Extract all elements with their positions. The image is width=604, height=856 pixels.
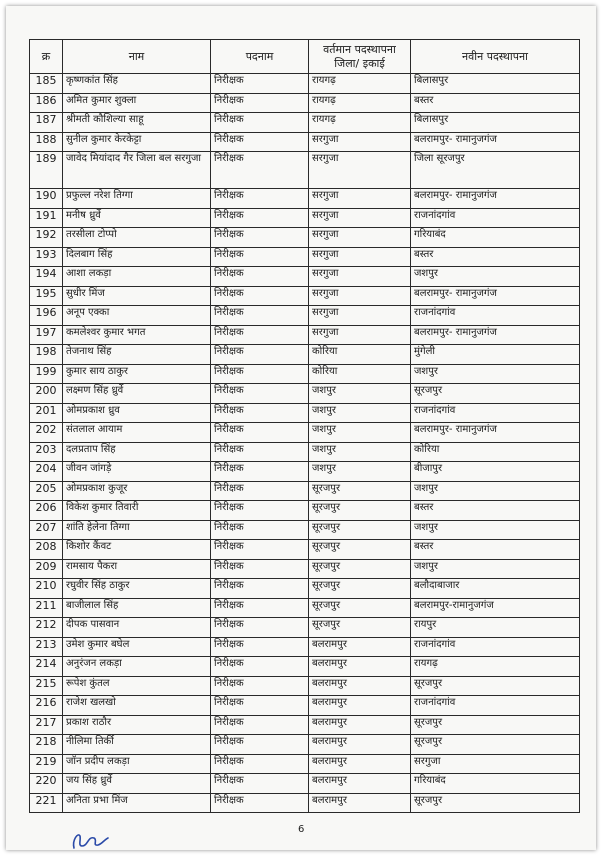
cell-name: जॉन प्रदीप लकड़ा	[63, 754, 211, 774]
cell-designation: निरीक्षक	[211, 520, 309, 540]
cell-current-posting: सरगुजा	[309, 228, 411, 248]
cell-name: अनूप एक्का	[63, 306, 211, 326]
cell-designation: निरीक्षक	[211, 403, 309, 423]
cell-new-posting: जिला सूरजपुर	[411, 152, 580, 189]
cell-designation: निरीक्षक	[211, 618, 309, 638]
cell-new-posting: राजनांदगांव	[411, 403, 580, 423]
cell-designation: निरीक्षक	[211, 74, 309, 94]
header-name: नाम	[63, 40, 211, 74]
header-new-posting: नवीन पदस्थापना	[411, 40, 580, 74]
cell-designation: निरीक्षक	[211, 735, 309, 755]
table-row	[30, 403, 580, 423]
table-body	[30, 74, 580, 813]
cell-name: तरसीला टोप्पो	[63, 228, 211, 248]
cell-current-posting: बलरामपुर	[309, 774, 411, 794]
cell-designation: निरीक्षक	[211, 696, 309, 716]
cell-serial: 220	[30, 774, 63, 794]
cell-designation: निरीक्षक	[211, 267, 309, 287]
cell-new-posting: जशपुर	[411, 559, 580, 579]
cell-name: उमेश कुमार बघेल	[63, 637, 211, 657]
cell-serial: 188	[30, 132, 63, 152]
cell-serial: 217	[30, 715, 63, 735]
cell-serial: 210	[30, 579, 63, 599]
cell-designation: निरीक्षक	[211, 754, 309, 774]
cell-serial: 200	[30, 384, 63, 404]
cell-designation: निरीक्षक	[211, 657, 309, 677]
cell-current-posting: बलरामपुर	[309, 735, 411, 755]
cell-current-posting: सरगुजा	[309, 247, 411, 267]
cell-serial: 197	[30, 325, 63, 345]
table-row	[30, 696, 580, 716]
cell-designation: निरीक्षक	[211, 113, 309, 133]
signature-initials	[68, 826, 112, 852]
cell-name: प्रफुल्ल नरेश तिग्गा	[63, 189, 211, 209]
cell-current-posting: बलरामपुर	[309, 657, 411, 677]
cell-new-posting: बीजापुर	[411, 462, 580, 482]
cell-new-posting: सरगुजा	[411, 754, 580, 774]
table-row	[30, 74, 580, 94]
cell-serial: 191	[30, 208, 63, 228]
cell-name: दलप्रताप सिंह	[63, 442, 211, 462]
cell-name: मनीष ध्रुर्वे	[63, 208, 211, 228]
cell-current-posting: बलरामपुर	[309, 793, 411, 813]
cell-designation: निरीक्षक	[211, 559, 309, 579]
cell-name: कमलेश्वर कुमार भगत	[63, 325, 211, 345]
cell-serial: 199	[30, 364, 63, 384]
cell-current-posting: कोरिया	[309, 345, 411, 365]
cell-new-posting: बलरामपुर- रामानुजगंज	[411, 325, 580, 345]
cell-name: बाजीलाल सिंह	[63, 598, 211, 618]
cell-serial: 215	[30, 676, 63, 696]
cell-name: शांति हेलेना तिग्गा	[63, 520, 211, 540]
table-row	[30, 208, 580, 228]
cell-name: नीलिमा तिर्की	[63, 735, 211, 755]
header-row	[30, 40, 580, 74]
cell-name: लक्ष्मण सिंह ध्रुर्वे	[63, 384, 211, 404]
cell-designation: निरीक्षक	[211, 598, 309, 618]
table-row	[30, 345, 580, 365]
cell-current-posting: कोरिया	[309, 364, 411, 384]
table-row	[30, 189, 580, 209]
cell-name: सुनील कुमार केरकेट्टा	[63, 132, 211, 152]
table-row	[30, 286, 580, 306]
cell-name: अनुरंजन लकड़ा	[63, 657, 211, 677]
cell-current-posting: सूरजपुर	[309, 598, 411, 618]
cell-designation: निरीक्षक	[211, 93, 309, 113]
cell-serial: 214	[30, 657, 63, 677]
cell-current-posting: रायगढ़	[309, 74, 411, 94]
cell-designation: निरीक्षक	[211, 793, 309, 813]
cell-new-posting: राजनांदगांव	[411, 208, 580, 228]
cell-serial: 196	[30, 306, 63, 326]
cell-serial: 209	[30, 559, 63, 579]
cell-designation: निरीक्षक	[211, 637, 309, 657]
cell-name: संतलाल आयाम	[63, 423, 211, 443]
table-row	[30, 306, 580, 326]
table-row	[30, 793, 580, 813]
cell-designation: निरीक्षक	[211, 208, 309, 228]
header-serial: क्र	[30, 40, 63, 74]
cell-new-posting: रायपुर	[411, 618, 580, 638]
cell-designation: निरीक्षक	[211, 228, 309, 248]
cell-new-posting: रायगढ़	[411, 657, 580, 677]
cell-name: प्रकाश राठौर	[63, 715, 211, 735]
cell-serial: 218	[30, 735, 63, 755]
cell-current-posting: बलरामपुर	[309, 676, 411, 696]
cell-serial: 192	[30, 228, 63, 248]
cell-current-posting: सूरजपुर	[309, 501, 411, 521]
cell-designation: निरीक्षक	[211, 676, 309, 696]
cell-new-posting: बलरामपुर- रामानुजगंज	[411, 423, 580, 443]
cell-current-posting: सूरजपुर	[309, 540, 411, 560]
cell-designation: निरीक्षक	[211, 306, 309, 326]
table-row	[30, 754, 580, 774]
cell-name: किशोर कैंवट	[63, 540, 211, 560]
cell-serial: 195	[30, 286, 63, 306]
header-current-posting: वर्तमान पदस्थापना जिला/ इकाई	[309, 40, 411, 74]
cell-name: दीपक पासवान	[63, 618, 211, 638]
table-row	[30, 501, 580, 521]
cell-current-posting: जशपुर	[309, 423, 411, 443]
cell-serial: 207	[30, 520, 63, 540]
cell-serial: 205	[30, 481, 63, 501]
cell-name: रामसाय पैकरा	[63, 559, 211, 579]
cell-new-posting: राजनांदगांव	[411, 637, 580, 657]
cell-serial: 193	[30, 247, 63, 267]
cell-current-posting: सूरजपुर	[309, 481, 411, 501]
cell-serial: 219	[30, 754, 63, 774]
table-row	[30, 442, 580, 462]
cell-current-posting: जशपुर	[309, 462, 411, 482]
cell-current-posting: सरगुजा	[309, 132, 411, 152]
cell-new-posting: बस्तर	[411, 501, 580, 521]
cell-new-posting: जशपुर	[411, 520, 580, 540]
cell-new-posting: सूरजपुर	[411, 735, 580, 755]
cell-designation: निरीक्षक	[211, 481, 309, 501]
table-row	[30, 540, 580, 560]
cell-serial: 213	[30, 637, 63, 657]
cell-new-posting: जशपुर	[411, 481, 580, 501]
cell-new-posting: गरियाबंद	[411, 228, 580, 248]
cell-designation: निरीक्षक	[211, 286, 309, 306]
cell-current-posting: सूरजपुर	[309, 618, 411, 638]
cell-designation: निरीक्षक	[211, 501, 309, 521]
cell-current-posting: सूरजपुर	[309, 520, 411, 540]
cell-current-posting: बलरामपुर	[309, 754, 411, 774]
cell-serial: 204	[30, 462, 63, 482]
cell-serial: 198	[30, 345, 63, 365]
cell-new-posting: जशपुर	[411, 364, 580, 384]
cell-name: कृष्णकांत सिंह	[63, 74, 211, 94]
cell-serial: 186	[30, 93, 63, 113]
header-designation: पदनाम	[211, 40, 309, 74]
table-row	[30, 559, 580, 579]
cell-new-posting: बलरामपुर- रामानुजगंज	[411, 286, 580, 306]
cell-current-posting: सरगुजा	[309, 286, 411, 306]
cell-serial: 212	[30, 618, 63, 638]
cell-name: जय सिंह ध्रुर्वे	[63, 774, 211, 794]
cell-new-posting: बिलासपुर	[411, 74, 580, 94]
table-row	[30, 657, 580, 677]
cell-name: रूपेश कुंतल	[63, 676, 211, 696]
cell-new-posting: बस्तर	[411, 247, 580, 267]
cell-name: कुमार साय ठाकुर	[63, 364, 211, 384]
cell-current-posting: सरगुजा	[309, 325, 411, 345]
table-row	[30, 715, 580, 735]
cell-current-posting: सरगुजा	[309, 152, 411, 189]
table-row	[30, 113, 580, 133]
table-row	[30, 423, 580, 443]
cell-designation: निरीक्षक	[211, 345, 309, 365]
table-row	[30, 579, 580, 599]
cell-new-posting: बलरामपुर-रामानुजगंज	[411, 598, 580, 618]
cell-designation: निरीक्षक	[211, 132, 309, 152]
cell-serial: 216	[30, 696, 63, 716]
table-row	[30, 520, 580, 540]
table-row	[30, 364, 580, 384]
cell-new-posting: राजनांदगांव	[411, 306, 580, 326]
cell-new-posting: गरियाबंद	[411, 774, 580, 794]
cell-new-posting: कोरिया	[411, 442, 580, 462]
cell-new-posting: सूरजपुर	[411, 793, 580, 813]
cell-designation: निरीक्षक	[211, 189, 309, 209]
cell-serial: 203	[30, 442, 63, 462]
cell-current-posting: रायगढ़	[309, 113, 411, 133]
cell-name: रघुवीर सिंह ठाकुर	[63, 579, 211, 599]
cell-designation: निरीक्षक	[211, 462, 309, 482]
cell-name: आशा लकड़ा	[63, 267, 211, 287]
cell-designation: निरीक्षक	[211, 247, 309, 267]
cell-serial: 185	[30, 74, 63, 94]
cell-name: अनिता प्रभा मिंज	[63, 793, 211, 813]
cell-name: जीवन जांगड़े	[63, 462, 211, 482]
cell-current-posting: सूरजपुर	[309, 559, 411, 579]
cell-designation: निरीक्षक	[211, 774, 309, 794]
table-row	[30, 676, 580, 696]
table-row	[30, 247, 580, 267]
cell-name: जावेद मियांदाद गैर जिला बल सरगुजा	[63, 152, 211, 189]
table-row	[30, 618, 580, 638]
cell-new-posting: बलरामपुर- रामानुजगंज	[411, 189, 580, 209]
cell-new-posting: राजनांदगांव	[411, 696, 580, 716]
cell-designation: निरीक्षक	[211, 715, 309, 735]
cell-new-posting: सूरजपुर	[411, 384, 580, 404]
cell-designation: निरीक्षक	[211, 384, 309, 404]
table-row	[30, 152, 580, 189]
cell-serial: 202	[30, 423, 63, 443]
table-row	[30, 462, 580, 482]
table-row	[30, 637, 580, 657]
cell-designation: निरीक्षक	[211, 579, 309, 599]
cell-designation: निरीक्षक	[211, 364, 309, 384]
cell-new-posting: बस्तर	[411, 93, 580, 113]
cell-new-posting: बलरामपुर- रामानुजगंज	[411, 132, 580, 152]
cell-new-posting: सूरजपुर	[411, 715, 580, 735]
cell-current-posting: सरगुजा	[309, 208, 411, 228]
cell-name: राजेश खलखो	[63, 696, 211, 716]
cell-new-posting: बिलासपुर	[411, 113, 580, 133]
table-row	[30, 384, 580, 404]
cell-current-posting: सरगुजा	[309, 189, 411, 209]
cell-new-posting: बलौदाबाजार	[411, 579, 580, 599]
table-row	[30, 267, 580, 287]
cell-name: विकेश कुमार तिवारी	[63, 501, 211, 521]
table-row	[30, 325, 580, 345]
cell-serial: 221	[30, 793, 63, 813]
table-row	[30, 93, 580, 113]
table-row	[30, 228, 580, 248]
cell-current-posting: जशपुर	[309, 442, 411, 462]
cell-current-posting: सूरजपुर	[309, 579, 411, 599]
cell-current-posting: जशपुर	[309, 403, 411, 423]
cell-name: सुधीर मिंज	[63, 286, 211, 306]
cell-new-posting: जशपुर	[411, 267, 580, 287]
cell-serial: 211	[30, 598, 63, 618]
cell-name: ओमप्रकाश कुजूर	[63, 481, 211, 501]
cell-current-posting: बलरामपुर	[309, 637, 411, 657]
cell-serial: 194	[30, 267, 63, 287]
cell-name: श्रीमती कौशिल्या साहू	[63, 113, 211, 133]
cell-serial: 190	[30, 189, 63, 209]
cell-designation: निरीक्षक	[211, 540, 309, 560]
cell-name: अमित कुमार शुक्ला	[63, 93, 211, 113]
cell-serial: 189	[30, 152, 63, 189]
cell-name: दिलबाग सिंह	[63, 247, 211, 267]
posting-table	[29, 39, 580, 813]
cell-current-posting: सरगुजा	[309, 306, 411, 326]
cell-designation: निरीक्षक	[211, 442, 309, 462]
page-number: 6	[298, 824, 305, 835]
cell-new-posting: सूरजपुर	[411, 676, 580, 696]
cell-serial: 206	[30, 501, 63, 521]
table-row	[30, 774, 580, 794]
cell-designation: निरीक्षक	[211, 325, 309, 345]
cell-new-posting: बस्तर	[411, 540, 580, 560]
cell-name: तेजनाथ सिंह	[63, 345, 211, 365]
cell-new-posting: मुंगेली	[411, 345, 580, 365]
cell-serial: 187	[30, 113, 63, 133]
table-row	[30, 481, 580, 501]
cell-current-posting: बलरामपुर	[309, 696, 411, 716]
cell-designation: निरीक्षक	[211, 423, 309, 443]
cell-designation: निरीक्षक	[211, 152, 309, 189]
cell-current-posting: सरगुजा	[309, 267, 411, 287]
cell-current-posting: बलरामपुर	[309, 715, 411, 735]
cell-serial: 208	[30, 540, 63, 560]
cell-current-posting: रायगढ़	[309, 93, 411, 113]
cell-serial: 201	[30, 403, 63, 423]
table-row	[30, 735, 580, 755]
table-row	[30, 132, 580, 152]
document-page	[6, 6, 596, 850]
cell-current-posting: जशपुर	[309, 384, 411, 404]
table-row	[30, 598, 580, 618]
cell-name: ओमप्रकाश ध्रुव	[63, 403, 211, 423]
